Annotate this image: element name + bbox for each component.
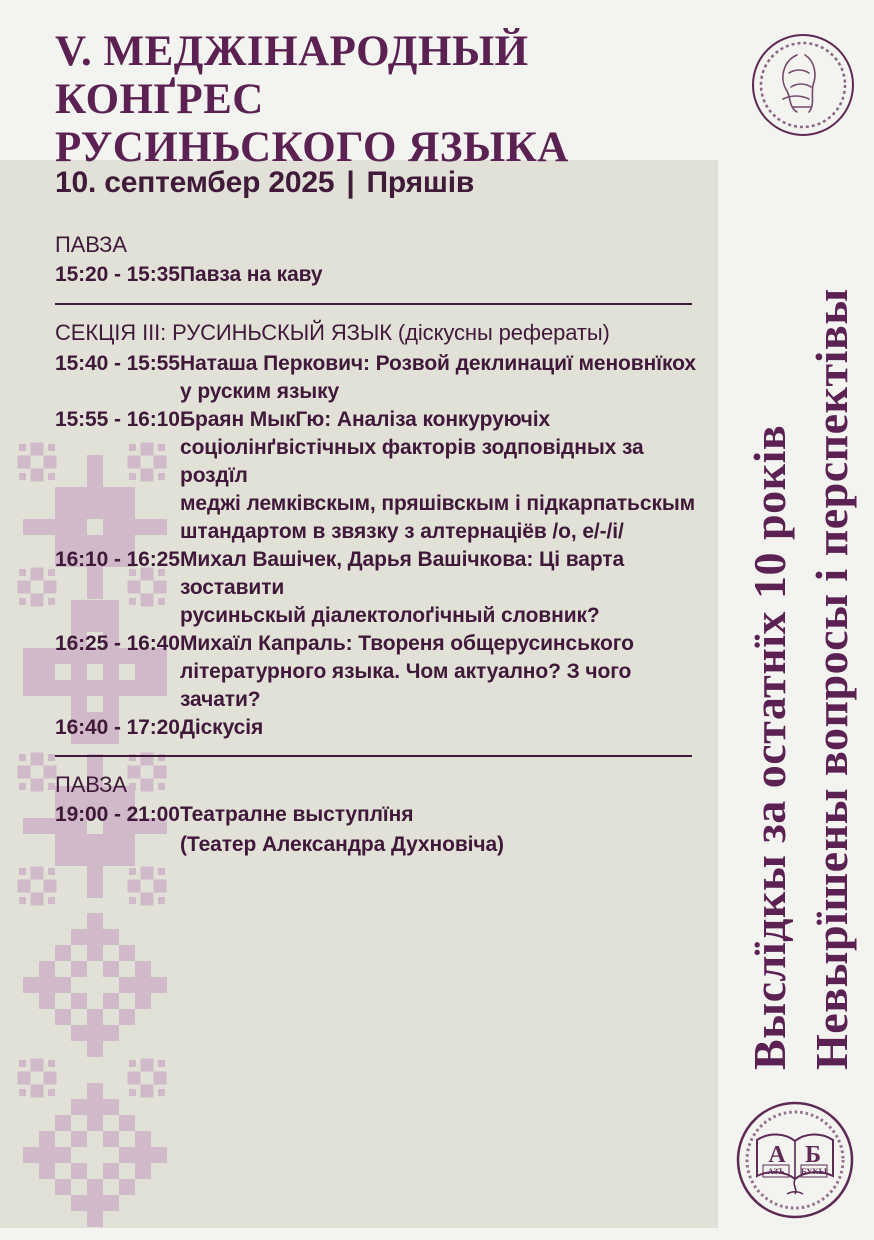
session-time: 15:55 - 16:10: [55, 408, 180, 431]
evening-block: [55, 770, 705, 860]
poster-title-line1: V. МЕДЖІНАРОДНЫЙ КОНҐРЕС: [55, 28, 529, 124]
divider: [55, 755, 692, 757]
session-row: [55, 630, 705, 714]
dateline-separator: |: [346, 166, 355, 199]
session-time: 15:40 - 15:55: [55, 352, 180, 375]
session-row: [55, 350, 705, 406]
session-text: Наташа Перкович: Розвой деклинациї меновнїкох у руским языку: [180, 352, 696, 403]
poster-title-line2: РУСИНЬСКОГО ЯЗЫКА: [55, 124, 569, 172]
session-text: Діскусія: [180, 716, 264, 739]
event-city: Пряшів: [366, 166, 475, 199]
event-date: 10. септембер 2025: [55, 166, 335, 199]
pause1-row: [55, 260, 705, 290]
session-row: [55, 714, 705, 742]
session-time: 16:25 - 16:40: [55, 632, 180, 655]
session-row: [55, 406, 705, 546]
pause1-label: ПАВЗА: [55, 232, 127, 257]
session-text: Михал Вашічек, Дарья Вашічкова: Ці варта зоставити русиньскый діалектолоґічный словник?: [180, 548, 625, 627]
pause2-label: ПАВЗА: [55, 772, 127, 797]
pause2-text: Театралне выступлїня (Театер Александра Духновіча): [180, 803, 504, 856]
session-time: 16:40 - 17:20: [55, 716, 180, 739]
vertical-tagline-line1: Выслїдкы за остатнїх 10 років: [744, 424, 795, 1070]
pause1-time: 15:20 - 15:35: [55, 263, 180, 286]
session-row: [55, 546, 705, 630]
poster-title: [55, 28, 715, 172]
divider: [55, 303, 692, 305]
session-text: Михаїл Капраль: Твореня общерусинського літературного языка. Чом актуално? З чого зачати?: [180, 632, 634, 711]
vertical-tagline-line2: Невырїшены вопросы і перспектівы: [806, 288, 857, 1070]
university-seal-icon: [748, 30, 858, 140]
seal-letter-buky: Б: [805, 1142, 821, 1168]
pause2-time: 19:00 - 21:00: [55, 803, 180, 826]
schedule: [55, 230, 705, 860]
seal-letter-az: А: [768, 1142, 786, 1168]
seal-caption-az: АЗЪ: [767, 1166, 785, 1176]
section-heading: СЕКЦІЯ III: РУСИНЬСКЫЙ ЯЗЫК (діскусны рефераты): [55, 320, 610, 345]
az-buky-open-book-seal-icon: [733, 1098, 857, 1222]
session-list: [55, 350, 705, 742]
pause1-title: Павза на каву: [180, 263, 323, 286]
seal-caption-buky: БУКЫ: [800, 1166, 828, 1176]
pause2-row: [55, 800, 705, 860]
session-time: 16:10 - 16:25: [55, 548, 180, 571]
dateline: [55, 166, 474, 200]
session-text: Браян МыкГю: Аналіза конкуруючіх соціолінґвістічных факторів зодповідных за роздїл меджі лемківскым, пряшівскым і підкарпатьскым штандартом в звязку з алтернаціёв /о, е/-/і/: [180, 408, 696, 543]
